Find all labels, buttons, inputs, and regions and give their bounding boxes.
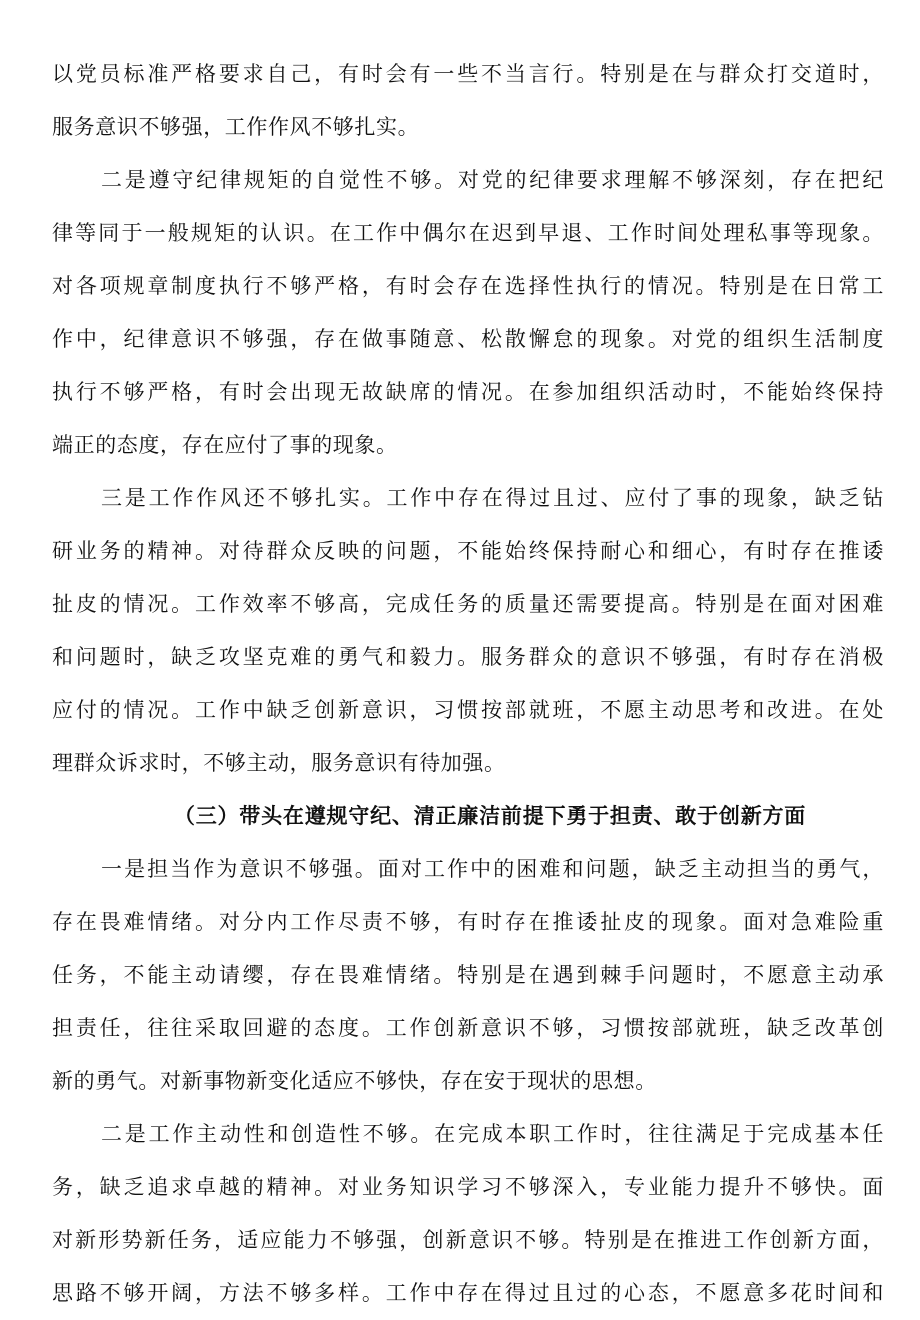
paragraph-line: 扯皮的情况。工作效率不够高，完成任务的质量还需要提高。特别是在面对困难 [52, 592, 884, 616]
paragraph-line: 担责任，往往采取回避的态度。工作创新意识不够，习惯按部就班，缺乏改革创 [52, 1016, 884, 1040]
paragraph-line: 新的勇气。对新事物新变化适应不够快，存在安于现状的思想。 [52, 1069, 657, 1093]
paragraph-line: 任务，不能主动请缨，存在畏难情绪。特别是在遇到棘手问题时，不愿意主动承 [52, 963, 884, 987]
paragraph-line: 三是工作作风还不够扎实。工作中存在得过且过、应付了事的现象，缺乏钻 [101, 486, 884, 510]
paragraph-line: 对各项规章制度执行不够严格，有时会存在选择性执行的情况。特别是在日常工 [52, 274, 884, 298]
paragraph-line: 思路不够开阔，方法不够多样。工作中存在得过且过的心态，不愿意多花时间和 [52, 1281, 884, 1305]
paragraph-line: 应付的情况。工作中缺乏创新意识，习惯按部就班，不愿主动思考和改进。在处 [52, 698, 884, 722]
paragraph-line: 服务意识不够强，工作作风不够扎实。 [52, 115, 420, 139]
paragraph-line: 和问题时，缺乏攻坚克难的勇气和毅力。服务群众的意识不够强，有时存在消极 [52, 645, 884, 669]
paragraph-line: 执行不够严格，有时会出现无故缺席的情况。在参加组织活动时，不能始终保持 [52, 380, 884, 404]
document-page [52, 48, 884, 1320]
paragraph-line: 存在畏难情绪。对分内工作尽责不够，有时存在推诿扯皮的现象。面对急难险重 [52, 910, 884, 934]
paragraph-line: 作中，纪律意识不够强，存在做事随意、松散懈怠的现象。对党的组织生活制度 [52, 327, 884, 351]
paragraph-line: 一是担当作为意识不够强。面对工作中的困难和问题，缺乏主动担当的勇气， [101, 857, 884, 881]
paragraph-line: 律等同于一般规矩的认识。在工作中偶尔在迟到早退、工作时间处理私事等现象。 [52, 221, 884, 245]
paragraph-line: 以党员标准严格要求自己，有时会有一些不当言行。特别是在与群众打交道时， [52, 62, 884, 86]
paragraph-line: 务，缺乏追求卓越的精神。对业务知识学习不够深入，专业能力提升不够快。面 [52, 1175, 884, 1199]
paragraph-line: 二是遵守纪律规矩的自觉性不够。对党的纪律要求理解不够深刻，存在把纪 [101, 168, 884, 192]
paragraph-line: 端正的态度，存在应付了事的现象。 [52, 433, 398, 457]
section-heading: （三）带头在遵规守纪、清正廉洁前提下勇于担责、敢于创新方面 [173, 804, 807, 828]
paragraph-line: 研业务的精神。对待群众反映的问题，不能始终保持耐心和细心，有时存在推诿 [52, 539, 884, 563]
paragraph-line: 对新形势新任务，适应能力不够强，创新意识不够。特别是在推进工作创新方面， [52, 1228, 884, 1252]
paragraph-line: 二是工作主动性和创造性不够。在完成本职工作时，往往满足于完成基本任 [101, 1122, 884, 1146]
paragraph-line: 理群众诉求时，不够主动，服务意识有待加强。 [52, 751, 506, 775]
